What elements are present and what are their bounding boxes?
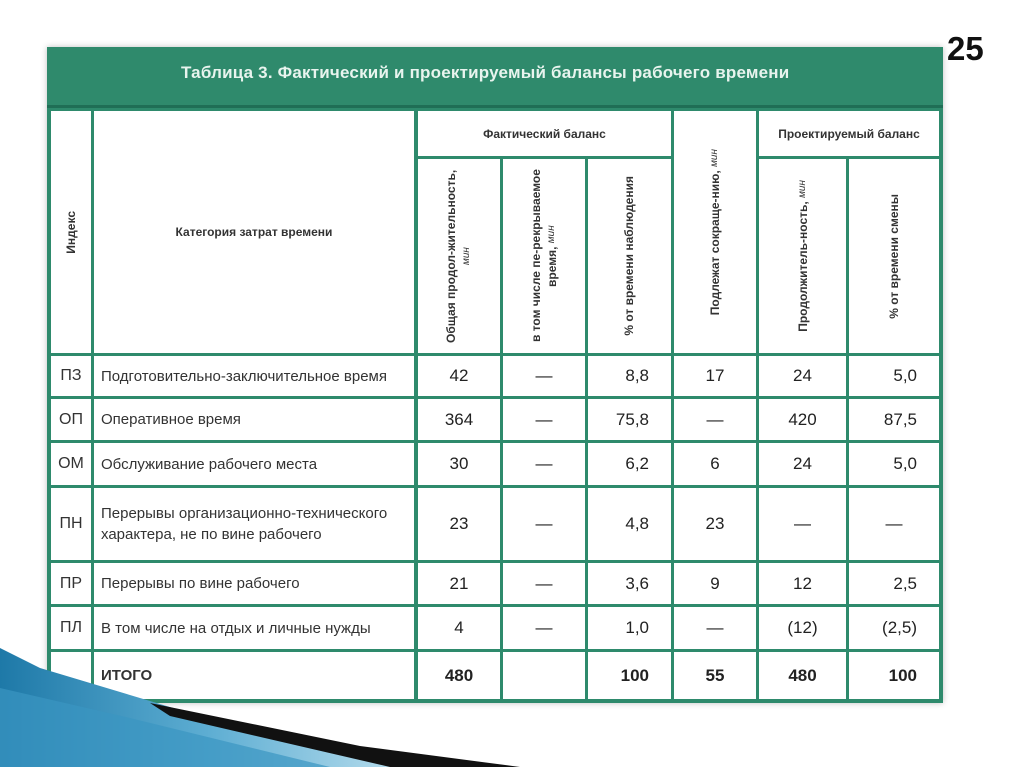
header-projected-balance: Проектируемый баланс	[759, 111, 939, 156]
row-overlap: —	[503, 443, 585, 485]
row-category: Оперативное время	[94, 399, 414, 440]
row-pct: 6,2	[588, 443, 671, 485]
balance-table	[47, 47, 943, 703]
row-proj: 24	[759, 443, 846, 485]
total-row-pct: 100	[588, 652, 671, 699]
row-proj: (12)	[759, 607, 846, 649]
total-row-pct-shift: 100	[849, 652, 939, 699]
row-code: ПН	[51, 488, 91, 560]
row-proj: —	[759, 488, 846, 560]
header-projected-duration: Продолжитель-ность, мин	[759, 159, 846, 353]
row-reduce: 17	[674, 356, 756, 396]
total-row-reduce: 55	[674, 652, 756, 699]
row-code: ПЛ	[51, 607, 91, 649]
total-row-label: ИТОГО	[94, 652, 414, 699]
row-category: Обслуживание рабочего места	[94, 443, 414, 485]
row-code: ОП	[51, 399, 91, 440]
row-pct-shift: 5,0	[849, 443, 939, 485]
table-title: Таблица 3. Фактический и проектируемый балансы рабочего времени	[181, 63, 790, 82]
total-row-proj: 480	[759, 652, 846, 699]
header-reducible: Подлежат сокраще-нию, мин	[674, 111, 756, 353]
row-pct: 3,6	[588, 563, 671, 604]
row-total: 30	[418, 443, 500, 485]
row-proj: 24	[759, 356, 846, 396]
header-pct-observation: % от времени наблюдения	[588, 159, 671, 353]
header-index: Индекс	[51, 111, 91, 353]
slide-decoration-swoosh	[0, 648, 1024, 767]
row-overlap: —	[503, 488, 585, 560]
row-reduce: 23	[674, 488, 756, 560]
row-pct: 4,8	[588, 488, 671, 560]
row-pct: 1,0	[588, 607, 671, 649]
row-pct: 75,8	[588, 399, 671, 440]
header-category: Категория затрат времени	[94, 111, 414, 353]
header-overlapped-time: в том числе пе-рекрываемое время, мин	[503, 159, 585, 353]
row-overlap: —	[503, 607, 585, 649]
table-title-bar	[47, 47, 943, 108]
row-reduce: —	[674, 399, 756, 440]
row-category: В том числе на отдых и личные нужды	[94, 607, 414, 649]
row-pct-shift: 87,5	[849, 399, 939, 440]
row-pct-shift: (2,5)	[849, 607, 939, 649]
row-total: 364	[418, 399, 500, 440]
row-total: 21	[418, 563, 500, 604]
row-reduce: —	[674, 607, 756, 649]
header-actual-balance: Фактический баланс	[418, 111, 671, 156]
row-category: Подготовительно-заключительное время	[94, 356, 414, 396]
row-overlap: —	[503, 356, 585, 396]
row-pct-shift: 2,5	[849, 563, 939, 604]
row-pct-shift: —	[849, 488, 939, 560]
total-row-total: 480	[418, 652, 500, 699]
row-pct: 8,8	[588, 356, 671, 396]
row-pct-shift: 5,0	[849, 356, 939, 396]
row-category: Перерывы организационно-технического характера, не по вине рабочего	[94, 488, 414, 560]
row-code: ПР	[51, 563, 91, 604]
header-total-duration: Общая продол-жительность, мин	[418, 159, 500, 353]
row-total: 4	[418, 607, 500, 649]
row-overlap: —	[503, 563, 585, 604]
row-proj: 12	[759, 563, 846, 604]
row-reduce: 6	[674, 443, 756, 485]
row-reduce: 9	[674, 563, 756, 604]
row-category: Перерывы по вине рабочего	[94, 563, 414, 604]
row-overlap: —	[503, 399, 585, 440]
row-proj: 420	[759, 399, 846, 440]
header-pct-shift: % от времени смены	[849, 159, 939, 353]
row-total: 23	[418, 488, 500, 560]
row-total: 42	[418, 356, 500, 396]
row-code: ПЗ	[51, 356, 91, 396]
page-number: 25	[947, 30, 984, 67]
row-code: ОМ	[51, 443, 91, 485]
